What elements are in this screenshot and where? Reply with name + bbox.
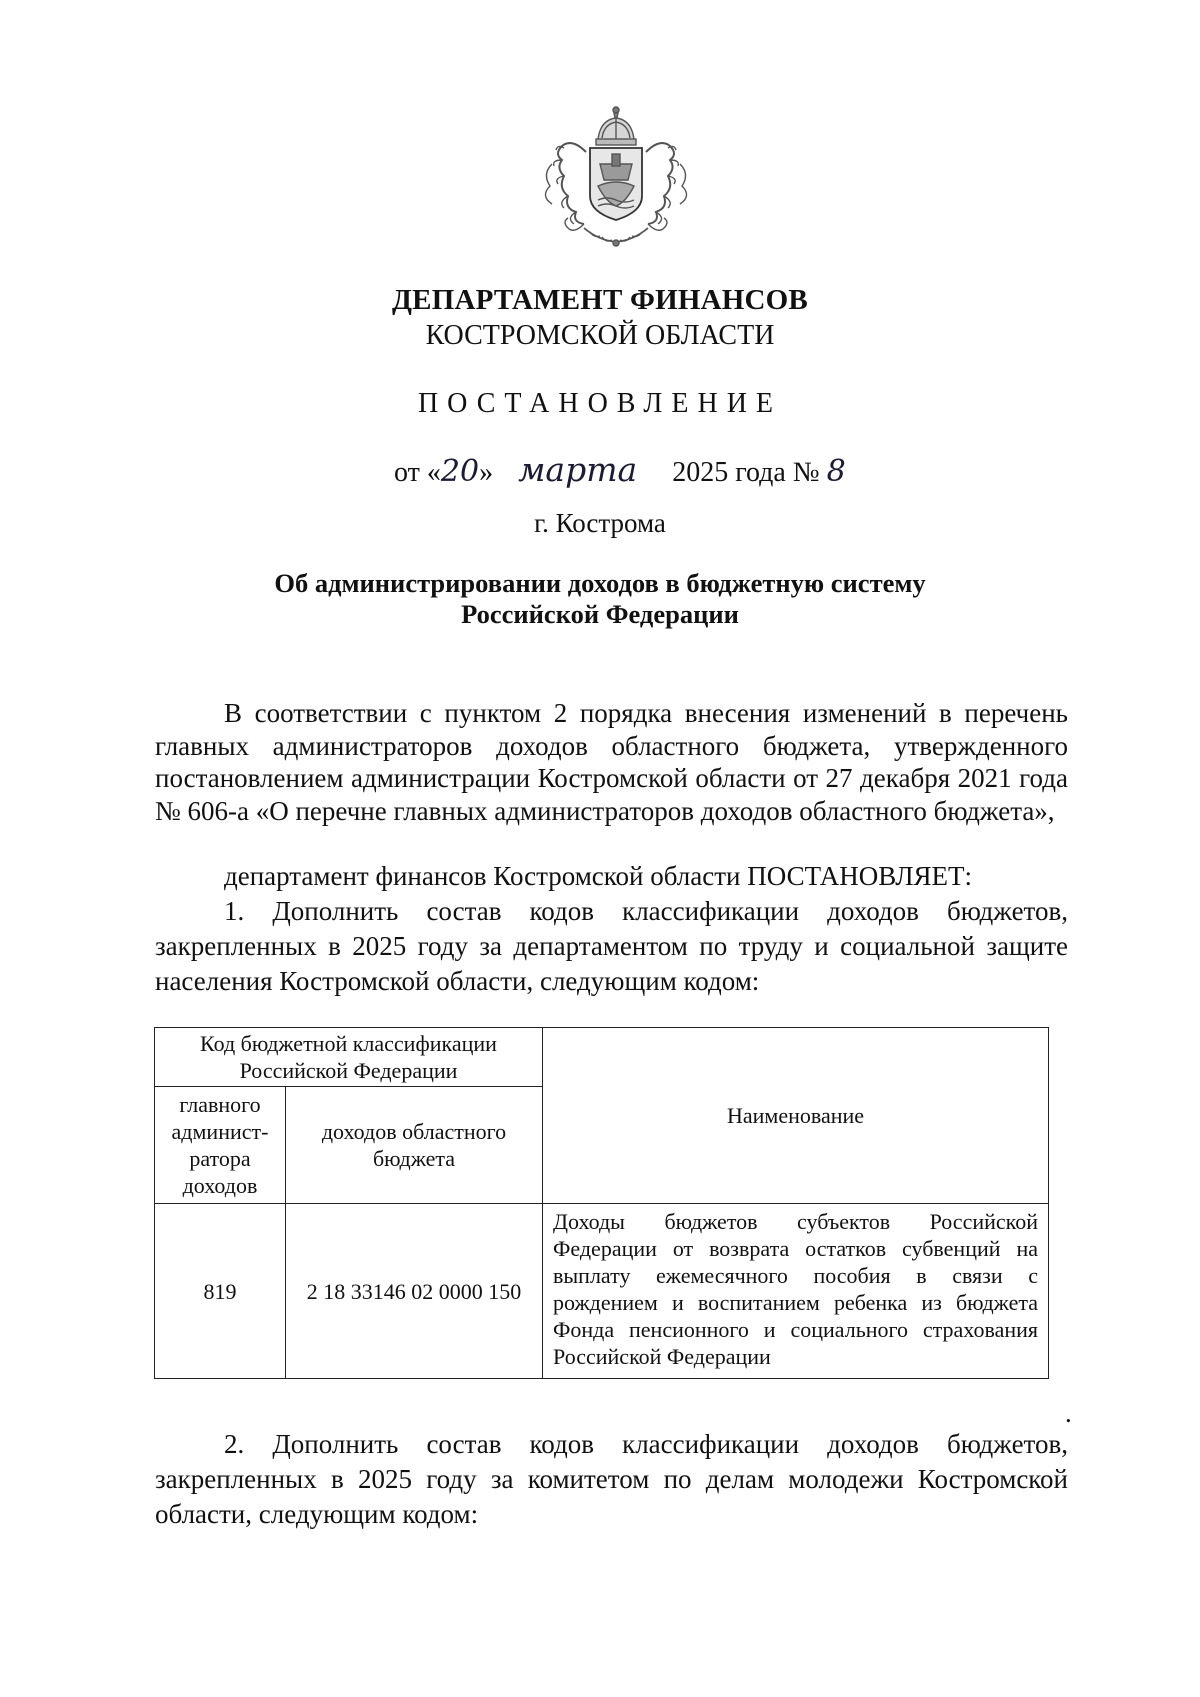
preamble-paragraph: В соответствии с пунктом 2 порядка внесения изменений в перечень главных администраторов доходов областного бюджета, утвержденного постановлением администрации Костромской области от 27 декабря 2021 года № 606-а «О перечне главных администраторов доходов областного бюджета», [155,698,1068,826]
admin-code-cell: 819 [155,1204,286,1379]
document-date-line [394,450,846,489]
table-header-row [155,1028,1049,1087]
kostroma-coat-of-arms-icon [528,104,704,248]
table-end-mark: . [1065,1398,1072,1428]
subject-line-2: Российской Федерации [461,599,739,629]
resolves-line: департамент финансов Костромской области ПОСТАНОВЛЯЕТ: [224,861,973,891]
income-code-cell: 2 18 33146 02 0000 150 [286,1204,543,1379]
income-name-cell: Доходы бюджетов субъектов Российской Федерации от возврата остатков субвенций на выплату ежемесячного пособия в связи с рождением и воспитанием ребенка из бюджета Фонда пенсионного и социального страхования Российской Федерации [543,1204,1049,1379]
date-month-handwritten: марта [518,450,638,489]
date-quote-close: » [479,457,494,488]
item-2-paragraph: 2. Дополнить состав кодов классификации доходов бюджетов, закрепленных в 2025 году за комитетом по делам молодежи Костромской области, следующим кодом: [155,1429,1068,1529]
coat-of-arms-emblem [528,104,704,248]
table-row [155,1204,1049,1379]
department-title: ДЕПАРТАМЕНТ ФИНАНСОВ [392,284,808,316]
date-year-text: 2025 года № [672,457,820,488]
date-day-handwritten: 20 [440,454,480,489]
city-line: г. Кострома [534,508,666,538]
document-number-handwritten: 8 [826,454,846,489]
admin-header-cell: главного админист-ратора доходов [155,1087,286,1204]
group-header-cell: Код бюджетной классификации Российской Федерации [155,1028,543,1087]
document-subject [0,568,1200,630]
subject-line-1: Об администрировании доходов в бюджетную систему [274,568,926,598]
budget-codes-table [154,1027,1049,1379]
document-type: ПОСТАНОВЛЕНИЕ [417,388,783,419]
item-1-paragraph: 1. Дополнить состав кодов классификации доходов бюджетов, закрепленных в 2025 году за департаментом по труду и социальной защите населения Костромской области, следующим кодом: [155,896,1068,996]
name-header-cell: Наименование [543,1028,1049,1204]
code-header-cell: доходов областного бюджета [286,1087,543,1204]
region-title: КОСТРОМСКОЙ ОБЛАСТИ [425,320,775,351]
date-prefix: от « [394,457,441,488]
